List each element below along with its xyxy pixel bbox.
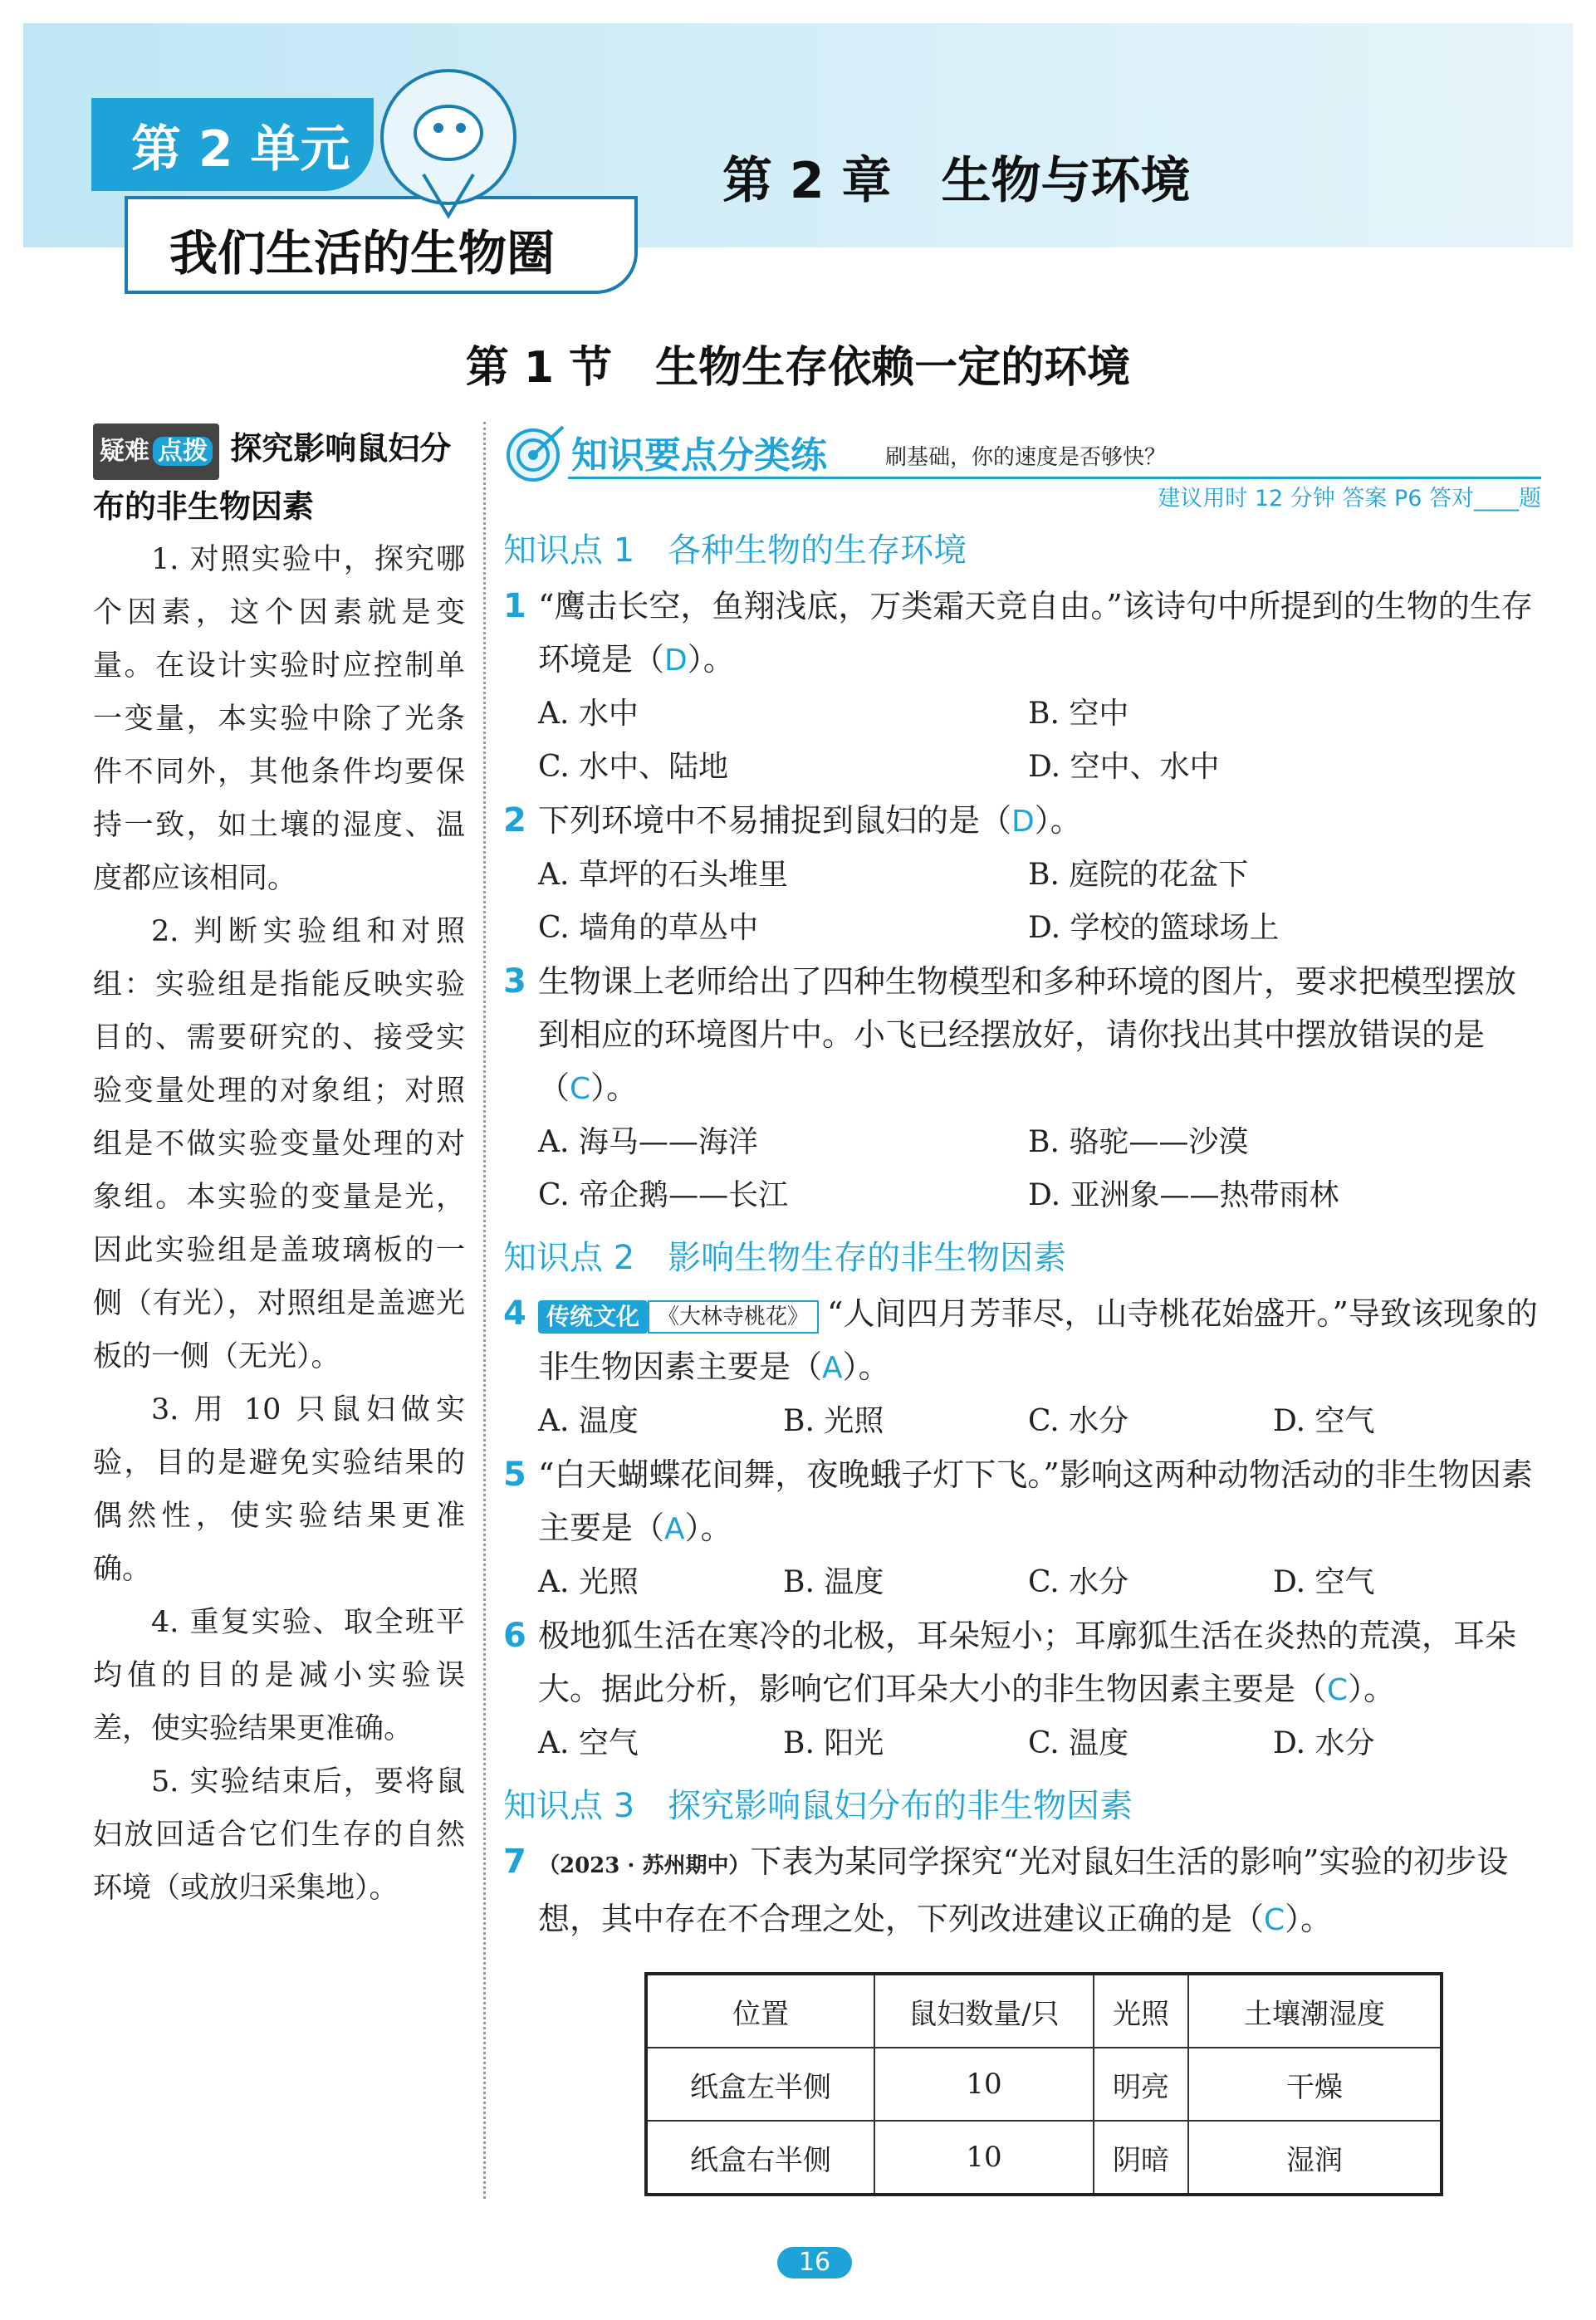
practice-title: 知识要点分类练 bbox=[571, 434, 827, 477]
question-4 bbox=[503, 1287, 1541, 1395]
option: D. 学校的篮球场上 bbox=[1028, 911, 1280, 945]
knowledge-point-1: 知识点 1 各种生物的生存环境 bbox=[503, 531, 967, 570]
answer-mark: A bbox=[664, 1512, 685, 1546]
unit-title: 我们生活的生物圈 bbox=[169, 225, 556, 281]
table-header-cell: 位置 bbox=[646, 1974, 874, 2048]
answer-mark: D bbox=[1011, 805, 1035, 839]
option: C. 帝企鹅——长江 bbox=[538, 1178, 789, 1212]
question-text-end: ）。 bbox=[687, 641, 735, 678]
tips-sidebar bbox=[93, 422, 465, 1915]
poem-tag: 《大林寺桃花》 bbox=[648, 1300, 819, 1334]
options-q1 bbox=[503, 688, 1541, 794]
question-7 bbox=[503, 1835, 1541, 1947]
option: C. 墙角的草丛中 bbox=[538, 911, 759, 945]
table-cell: 纸盒右半侧 bbox=[646, 2121, 874, 2195]
question-text: “鹰击长空，鱼翔浅底，万类霜天竞自由。”该诗句中所提到的生物的生存环境是（ bbox=[538, 588, 1533, 678]
answer-mark: D bbox=[664, 644, 688, 678]
unit-label-tab bbox=[91, 98, 374, 191]
question-number: 1 bbox=[503, 587, 526, 625]
culture-tag: 传统文化 bbox=[538, 1300, 648, 1334]
question-text: “白天蝴蝶花间舞，夜晚蛾子灯下飞。”影响这两种动物活动的非生物因素主要是（ bbox=[538, 1456, 1533, 1546]
table-cell: 干燥 bbox=[1188, 2048, 1442, 2121]
question-6 bbox=[503, 1609, 1541, 1717]
question-number: 6 bbox=[503, 1617, 526, 1655]
column-divider bbox=[483, 422, 486, 2199]
table-header-cell: 光照 bbox=[1094, 1974, 1188, 2048]
option: A. 草坪的石头堆里 bbox=[538, 858, 788, 892]
question-text: 极地狐生活在寒冷的北极，耳朵短小；耳廓狐生活在炎热的荒漠，耳朵大。据此分析，影响它们耳朵大小的非生物因素主要是（ bbox=[538, 1618, 1517, 1707]
options-q5 bbox=[503, 1556, 1541, 1609]
question-1 bbox=[503, 580, 1541, 688]
question-text-end: ）。 bbox=[1285, 1901, 1333, 1937]
option: D. 空气 bbox=[1273, 1404, 1375, 1438]
question-number: 2 bbox=[503, 801, 526, 839]
knowledge-point-2: 知识点 2 影响生物生存的非生物因素 bbox=[503, 1239, 1067, 1277]
tips-paragraph: 2. 判断实验组和对照组：实验组是指能反映实验目的、需要研究的、接受实验变量处理的对象组；对照组是不做实验变量处理的对象组。本实验的变量是光，因此实验组是盖玻璃板的一侧（有光），对照组是盖遮光板的一侧（无光）。 bbox=[93, 914, 465, 1373]
question-text: 下表为某同学探究“光对鼠妇生活的影响”实验的初步设想，其中存在不合理之处，下列改进建议正确的是（ bbox=[538, 1843, 1509, 1937]
tips-heading: 探究影响鼠妇分布的非生物因素 bbox=[93, 430, 452, 525]
question-text: 生物课上老师给出了四种生物模型和多种环境的图片，要求把模型摆放到相应的环境图片中。小飞已经摆放好，请你找出其中摆放错误的是（ bbox=[538, 963, 1517, 1106]
option: B. 骆驼——沙漠 bbox=[1028, 1125, 1249, 1159]
options-q4 bbox=[503, 1395, 1541, 1448]
section-title: 第 1 节 生物生存依赖一定的环境 bbox=[465, 343, 1131, 393]
option: B. 庭院的花盆下 bbox=[1028, 858, 1249, 892]
tips-badge-right: 点拨 bbox=[153, 437, 213, 466]
question-text-end: ）。 bbox=[842, 1348, 890, 1385]
option: B. 光照 bbox=[783, 1404, 884, 1438]
experiment-table bbox=[644, 1972, 1443, 2196]
practice-meta: 建议用时 12 分钟 答案 P6 答对____题 bbox=[1158, 486, 1541, 511]
tips-paragraph: 4. 重复实验、取全班平均值的目的是减小实验误差，使实验结果更准确。 bbox=[93, 1605, 465, 1745]
option: B. 温度 bbox=[783, 1565, 884, 1599]
table-cell: 湿润 bbox=[1188, 2121, 1442, 2195]
page-number: 16 bbox=[777, 2247, 852, 2278]
tips-paragraph: 3. 用 10 只鼠妇做实验，目的是避免实验结果的偶然性，使实验结果更准确。 bbox=[93, 1392, 465, 1586]
question-5 bbox=[503, 1448, 1541, 1556]
practice-header bbox=[503, 418, 1541, 511]
options-q3 bbox=[503, 1116, 1541, 1222]
tips-badge bbox=[93, 423, 219, 480]
target-icon bbox=[503, 418, 570, 485]
knowledge-point-3: 知识点 3 探究影响鼠妇分布的非生物因素 bbox=[503, 1787, 1133, 1825]
option: A. 空气 bbox=[538, 1726, 639, 1760]
tips-badge-left: 疑难 bbox=[100, 436, 149, 466]
option: B. 空中 bbox=[1028, 697, 1129, 731]
options-q2 bbox=[503, 849, 1541, 955]
table-cell: 明亮 bbox=[1094, 2048, 1188, 2121]
practice-column bbox=[503, 418, 1541, 2196]
tips-heading-row bbox=[93, 422, 465, 533]
answer-mark: C bbox=[1327, 1673, 1349, 1707]
practice-subtitle: 刷基础，你的速度是否够快？ bbox=[885, 445, 1167, 470]
question-text-end: ）。 bbox=[590, 1069, 639, 1106]
question-source: （2023 · 苏州期中） bbox=[538, 1853, 751, 1878]
question-3 bbox=[503, 955, 1541, 1116]
question-2 bbox=[503, 794, 1541, 849]
option: A. 光照 bbox=[538, 1565, 639, 1599]
question-text-end: ）。 bbox=[684, 1510, 732, 1546]
option: A. 水中 bbox=[538, 697, 639, 731]
question-number: 7 bbox=[503, 1843, 526, 1881]
question-text: “人间四月芳菲尽，山寺桃花始盛开。”导致该现象的非生物因素主要是（ bbox=[538, 1295, 1538, 1385]
option: D. 空中、水中 bbox=[1028, 750, 1220, 784]
option: C. 温度 bbox=[1028, 1726, 1129, 1760]
tips-paragraph: 1. 对照实验中，探究哪个因素，这个因素就是变量。在设计实验时应控制单一变量，本实验中除了光条件不同外，其他条件均要保持一致，如土壤的湿度、温度都应该相同。 bbox=[93, 542, 465, 895]
option: C. 水中、陆地 bbox=[538, 750, 729, 784]
table-row bbox=[646, 2048, 1442, 2121]
question-number: 3 bbox=[503, 962, 526, 1001]
mascot-icon bbox=[365, 58, 531, 224]
option: D. 空气 bbox=[1273, 1565, 1375, 1599]
answer-mark: A bbox=[822, 1351, 843, 1385]
question-number: 5 bbox=[503, 1456, 526, 1494]
chapter-title: 第 2 章 生物与环境 bbox=[722, 152, 1191, 210]
option: B. 阳光 bbox=[783, 1726, 884, 1760]
unit-label: 第 2 单元 bbox=[131, 120, 350, 179]
option: A. 温度 bbox=[538, 1404, 639, 1438]
table-cell: 纸盒左半侧 bbox=[646, 2048, 874, 2121]
options-q6 bbox=[503, 1717, 1541, 1770]
question-text-end: ）。 bbox=[1034, 802, 1082, 839]
question-number: 4 bbox=[503, 1295, 526, 1333]
table-cell: 阴暗 bbox=[1094, 2121, 1188, 2195]
table-row bbox=[646, 2121, 1442, 2195]
option: D. 亚洲象——热带雨林 bbox=[1028, 1178, 1339, 1212]
option: A. 海马——海洋 bbox=[538, 1125, 758, 1159]
question-text-end: ）。 bbox=[1348, 1671, 1396, 1707]
option: C. 水分 bbox=[1028, 1404, 1129, 1438]
answer-mark: C bbox=[570, 1072, 591, 1106]
table-header-cell: 土壤潮湿度 bbox=[1188, 1974, 1442, 2048]
option: C. 水分 bbox=[1028, 1565, 1129, 1599]
answer-mark: C bbox=[1264, 1903, 1285, 1937]
table-cell: 10 bbox=[874, 2121, 1094, 2195]
table-cell: 10 bbox=[874, 2048, 1094, 2121]
question-text: 下列环境中不易捕捉到鼠妇的是（ bbox=[538, 802, 1012, 839]
option: D. 水分 bbox=[1273, 1726, 1375, 1760]
table-header-cell: 鼠妇数量/只 bbox=[874, 1974, 1094, 2048]
practice-underline bbox=[568, 477, 1541, 479]
table-header-row bbox=[646, 1974, 1442, 2048]
tips-paragraph: 5. 实验结束后，要将鼠妇放回适合它们生存的自然环境（或放归采集地）。 bbox=[93, 1764, 465, 1905]
